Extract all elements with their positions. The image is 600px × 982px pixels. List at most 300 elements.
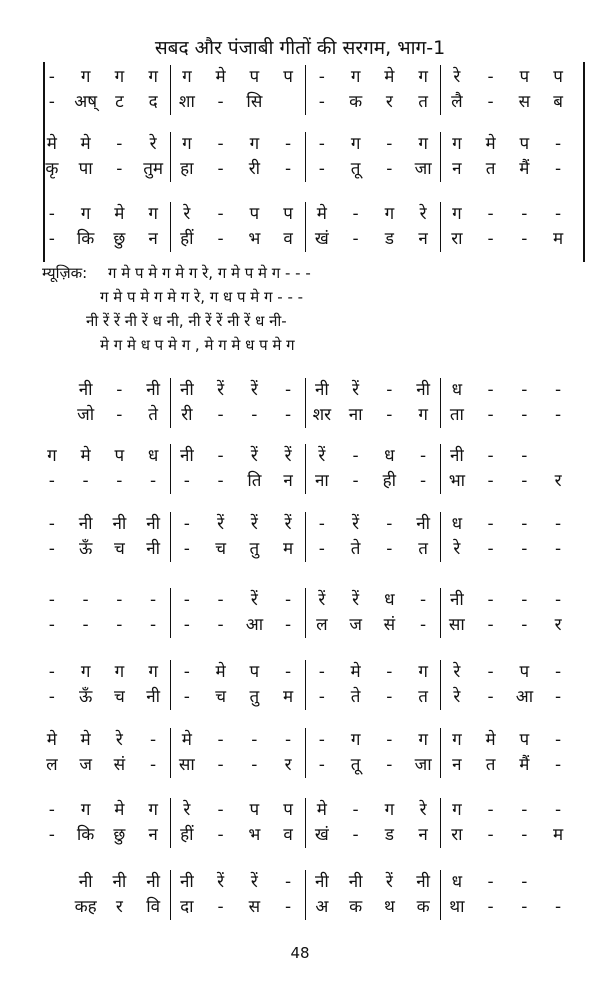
lyric-cell: - <box>318 687 325 707</box>
measure-divider <box>170 202 172 252</box>
note-cell: ध <box>451 514 463 534</box>
lyric-cell: - <box>352 229 359 249</box>
measure-divider <box>440 132 442 182</box>
lyric-cell: - <box>487 539 494 559</box>
lyric-cell: - <box>487 897 494 917</box>
note-cell: - <box>318 514 325 534</box>
lyric-cell: कृ <box>45 159 59 179</box>
lyric-cell: ते <box>350 539 361 559</box>
lyric-cell: रा <box>451 825 463 845</box>
lyric-cell: - <box>555 687 562 707</box>
lyric-cell: आ <box>245 615 264 635</box>
note-cell: - <box>150 590 157 610</box>
lyric-cell: पा <box>78 159 93 179</box>
note-cell: ध <box>384 590 395 610</box>
lyric-cell: त <box>418 92 428 112</box>
note-cell: रे <box>183 800 191 820</box>
lyric-cell: त <box>418 539 428 559</box>
note-cell: - <box>251 730 258 750</box>
measure-divider <box>305 132 307 182</box>
note-cell: - <box>150 730 157 750</box>
note-cell: रें <box>217 514 225 534</box>
lyric-cell: - <box>521 897 528 917</box>
lyric-cell: ना <box>314 471 329 491</box>
lyric-cell: र <box>115 897 123 917</box>
lyric-cell: ल <box>46 755 58 775</box>
note-cell: रें <box>352 380 360 400</box>
measure-divider <box>305 65 307 115</box>
lyric-cell: - <box>150 615 157 635</box>
lyric-cell: - <box>217 897 224 917</box>
lyric-cell: ड <box>384 229 394 249</box>
note-cell: - <box>285 134 292 154</box>
note-cell: - <box>487 380 494 400</box>
note-cell: - <box>318 134 325 154</box>
note-cell: रें <box>250 872 258 892</box>
measure-divider <box>170 444 172 494</box>
note-cell: - <box>116 590 123 610</box>
note-cell: - <box>217 134 224 154</box>
note-cell: ध <box>451 380 463 400</box>
measure-divider <box>170 870 172 920</box>
lyric-cell: - <box>217 159 224 179</box>
measure-divider <box>440 512 442 562</box>
lyric-cell: नी <box>146 687 161 707</box>
lyric-cell: क <box>416 897 430 917</box>
note-cell: प <box>283 800 293 820</box>
note-cell: रें <box>352 514 360 534</box>
measure-divider <box>305 202 307 252</box>
note-cell: ग <box>182 67 192 87</box>
note-cell: नी <box>416 872 431 892</box>
lyric-cell: - <box>521 229 528 249</box>
note-cell: - <box>521 800 528 820</box>
note-cell: - <box>487 872 494 892</box>
lyric-cell: ट <box>115 92 124 112</box>
lyric-cell: ज <box>79 755 92 775</box>
lyric-cell: ते <box>148 405 158 425</box>
note-cell: नी <box>112 514 127 534</box>
note-cell: मे <box>80 730 91 750</box>
note-cell: नी <box>146 380 161 400</box>
note-cell: ग <box>114 67 125 87</box>
note-cell: ग <box>452 134 462 154</box>
note-cell: मे <box>80 446 91 466</box>
lyric-cell: सा <box>448 615 465 635</box>
lyric-cell: - <box>318 539 325 559</box>
note-cell: रे <box>419 800 427 820</box>
note-cell: रे <box>183 204 191 224</box>
note-cell: नी <box>146 872 161 892</box>
note-cell: नी <box>314 380 329 400</box>
measure-divider <box>440 378 442 428</box>
note-cell: रे <box>453 662 461 682</box>
note-cell: - <box>183 662 190 682</box>
note-cell: - <box>217 800 224 820</box>
note-cell: प <box>283 204 293 224</box>
note-cell: नी <box>449 446 464 466</box>
lyric-cell: ब <box>553 92 563 112</box>
lyric-cell: - <box>555 405 562 425</box>
lyric-cell: जा <box>414 159 432 179</box>
note-cell: प <box>519 730 530 750</box>
note-cell: - <box>555 134 562 154</box>
note-cell: - <box>48 67 55 87</box>
lyric-cell: हीं <box>180 229 194 249</box>
lyric-cell: - <box>386 755 393 775</box>
lyric-cell: ल <box>316 615 328 635</box>
note-cell: - <box>217 446 224 466</box>
lyric-cell: न <box>148 229 158 249</box>
note-cell: प <box>249 662 260 682</box>
lyric-cell: म <box>553 229 564 249</box>
note-cell: - <box>521 380 528 400</box>
note-cell: - <box>285 662 292 682</box>
note-cell: - <box>183 514 190 534</box>
lyric-cell: भ <box>248 229 261 249</box>
measure-divider <box>43 62 45 262</box>
lyric-cell: शर <box>312 405 332 425</box>
note-cell: रें <box>250 380 258 400</box>
note-cell: ग <box>418 134 428 154</box>
note-cell: - <box>217 204 224 224</box>
lyric-cell: कि <box>76 825 95 845</box>
lyric-cell: ही <box>382 471 397 491</box>
lyric-cell: - <box>487 229 494 249</box>
note-cell: रे <box>149 134 157 154</box>
measure-divider <box>170 132 172 182</box>
note-cell: - <box>386 380 393 400</box>
note-cell: ग <box>418 67 428 87</box>
note-cell: नी <box>179 446 194 466</box>
lyric-cell: च <box>215 539 227 559</box>
lyric-cell: त <box>485 755 496 775</box>
lyric-cell: द <box>148 92 158 112</box>
note-cell: - <box>521 514 528 534</box>
lyric-cell: त <box>418 687 428 707</box>
lyric-cell: रे <box>453 539 461 559</box>
lyric-cell: - <box>217 229 224 249</box>
lyric-cell: सा <box>178 755 195 775</box>
note-cell: रें <box>284 514 292 534</box>
note-cell: ध <box>384 446 395 466</box>
lyric-cell: छु <box>113 229 126 249</box>
note-cell: रें <box>352 590 360 610</box>
note-cell: रें <box>250 590 258 610</box>
note-cell: प <box>519 662 530 682</box>
lyric-cell: मैं <box>519 755 530 775</box>
measure-divider <box>440 588 442 638</box>
lyric-cell: अ <box>315 897 329 917</box>
lyric-cell: - <box>183 687 190 707</box>
note-cell: - <box>487 67 494 87</box>
note-cell: नी <box>179 872 194 892</box>
lyric-cell: - <box>487 615 494 635</box>
note-cell: ध <box>147 446 159 466</box>
lyric-cell: तु <box>249 539 260 559</box>
note-cell: मे <box>215 67 226 87</box>
note-cell: - <box>521 204 528 224</box>
music-line-2: ग मे प मे ग मे ग रे, ग ध प मे ग - - - <box>100 288 304 306</box>
note-cell: - <box>116 134 123 154</box>
lyric-cell: ग <box>418 405 428 425</box>
lyric-cell: हा <box>180 159 194 179</box>
lyric-cell: - <box>285 615 292 635</box>
note-cell: प <box>249 800 260 820</box>
lyric-cell: - <box>82 471 89 491</box>
lyric-cell: ऊँ <box>78 687 93 707</box>
lyric-cell: - <box>150 755 157 775</box>
music-label: म्यूज़िक: <box>42 264 88 282</box>
note-cell: ग <box>452 800 462 820</box>
note-cell: - <box>555 800 562 820</box>
lyric-cell: - <box>48 615 55 635</box>
lyric-cell: कह <box>74 897 97 917</box>
measure-divider <box>170 660 172 710</box>
note-cell: - <box>555 590 562 610</box>
note-cell: ग <box>80 662 91 682</box>
note-cell: ग <box>80 800 91 820</box>
note-cell: - <box>285 872 292 892</box>
lyric-cell: थ <box>383 897 395 917</box>
lyric-cell: - <box>487 405 494 425</box>
note-cell: - <box>555 730 562 750</box>
note-cell: - <box>386 730 393 750</box>
note-cell: - <box>318 662 325 682</box>
note-cell: नी <box>78 872 93 892</box>
note-cell: नी <box>179 380 194 400</box>
lyric-cell: व <box>283 229 293 249</box>
lyric-cell: - <box>352 825 359 845</box>
note-cell: - <box>285 590 292 610</box>
note-cell: - <box>82 590 89 610</box>
lyric-cell: च <box>113 539 125 559</box>
lyric-cell: - <box>183 471 190 491</box>
measure-divider <box>170 65 172 115</box>
note-cell: ग <box>350 67 361 87</box>
measure-divider <box>305 798 307 848</box>
note-cell: मे <box>46 730 57 750</box>
note-cell: - <box>318 67 325 87</box>
note-cell: प <box>553 67 563 87</box>
note-cell: ग <box>418 662 428 682</box>
lyric-cell: ना <box>348 405 363 425</box>
note-cell: नी <box>146 514 161 534</box>
lyric-cell: खं <box>314 229 329 249</box>
lyric-cell: र <box>385 92 393 112</box>
note-cell: - <box>555 514 562 534</box>
note-cell: प <box>114 446 125 466</box>
lyric-cell: आ <box>515 687 534 707</box>
lyric-cell: न <box>418 229 428 249</box>
note-cell: रे <box>453 67 461 87</box>
lyric-cell: - <box>487 471 494 491</box>
music-line-1: ग मे प मे ग मे ग रे, ग मे प मे ग - - - <box>108 264 311 282</box>
lyric-cell: दा <box>180 897 194 917</box>
lyric-cell: च <box>215 687 227 707</box>
note-cell: - <box>183 590 190 610</box>
measure-divider <box>170 378 172 428</box>
note-cell: - <box>521 590 528 610</box>
measure-divider <box>305 378 307 428</box>
note-cell: - <box>217 730 224 750</box>
lyric-cell: न <box>418 825 428 845</box>
note-cell: - <box>318 730 325 750</box>
note-cell: प <box>249 67 260 87</box>
lyric-cell: रा <box>451 229 463 249</box>
page-title: सबद और पंजाबी गीतों की सरगम, भाग-1 <box>154 37 446 59</box>
measure-divider <box>305 512 307 562</box>
lyric-cell: र <box>554 615 562 635</box>
lyric-cell: - <box>487 687 494 707</box>
lyric-cell: ति <box>247 471 262 491</box>
lyric-cell: था <box>449 897 465 917</box>
note-cell: मे <box>316 800 327 820</box>
measure-divider <box>440 444 442 494</box>
lyric-cell: व <box>283 825 293 845</box>
note-cell: प <box>519 67 530 87</box>
lyric-cell: - <box>318 159 325 179</box>
lyric-cell: वि <box>146 897 161 917</box>
note-cell: ग <box>80 204 91 224</box>
page-number: 48 <box>290 944 310 962</box>
note-cell: रे <box>419 204 427 224</box>
lyric-cell: - <box>555 539 562 559</box>
lyric-cell: भ <box>248 825 261 845</box>
lyric-cell: ज <box>349 615 362 635</box>
lyric-cell: अष् <box>74 92 98 112</box>
measure-divider <box>305 444 307 494</box>
note-cell: - <box>487 446 494 466</box>
lyric-cell: - <box>217 405 224 425</box>
note-cell: - <box>352 204 359 224</box>
lyric-cell: तु <box>249 687 260 707</box>
lyric-cell: ते <box>350 687 361 707</box>
note-cell: प <box>519 134 530 154</box>
note-cell: नी <box>112 872 127 892</box>
lyric-cell: - <box>318 755 325 775</box>
music-line-3: नी रें रें नी रें ध नी, नी रें रें नी रें ध नी- <box>86 312 287 330</box>
note-cell: ग <box>452 204 462 224</box>
lyric-cell: - <box>217 615 224 635</box>
lyric-cell: - <box>386 405 393 425</box>
lyric-cell: सि <box>246 92 263 112</box>
lyric-cell: छु <box>113 825 126 845</box>
note-cell: - <box>487 590 494 610</box>
lyric-cell: - <box>217 825 224 845</box>
lyric-cell: - <box>555 897 562 917</box>
lyric-cell: - <box>48 539 55 559</box>
note-cell: मे <box>80 134 91 154</box>
note-cell: नी <box>78 380 93 400</box>
measure-divider <box>170 512 172 562</box>
note-cell: ग <box>350 134 361 154</box>
note-cell: रें <box>385 872 393 892</box>
lyric-cell: री <box>248 159 261 179</box>
note-cell: - <box>48 514 55 534</box>
measure-divider <box>440 660 442 710</box>
lyric-cell: - <box>521 825 528 845</box>
note-cell: मे <box>46 134 57 154</box>
note-cell: प <box>283 67 293 87</box>
lyric-cell: स <box>248 897 261 917</box>
lyric-cell: - <box>116 405 123 425</box>
lyric-cell: - <box>217 755 224 775</box>
lyric-cell: ऊँ <box>78 539 93 559</box>
note-cell: - <box>217 590 224 610</box>
lyric-cell: - <box>555 159 562 179</box>
lyric-cell: त <box>485 159 496 179</box>
note-cell: ध <box>451 872 463 892</box>
note-cell: - <box>48 590 55 610</box>
lyric-cell: स <box>518 92 531 112</box>
note-cell: - <box>48 204 55 224</box>
lyric-cell: ड <box>384 825 394 845</box>
note-cell: ग <box>47 446 57 466</box>
note-cell: - <box>555 204 562 224</box>
note-cell: ग <box>418 730 428 750</box>
lyric-cell: - <box>285 405 292 425</box>
lyric-cell: - <box>48 229 55 249</box>
note-cell: ग <box>384 204 395 224</box>
note-cell: ग <box>350 730 361 750</box>
note-cell: - <box>116 380 123 400</box>
note-cell: ग <box>148 662 158 682</box>
note-cell: मे <box>485 134 496 154</box>
note-cell: नी <box>348 872 363 892</box>
lyric-cell: कि <box>76 229 95 249</box>
lyric-cell: - <box>521 471 528 491</box>
lyric-cell: च <box>113 687 125 707</box>
lyric-cell: नी <box>146 539 161 559</box>
lyric-cell: क <box>349 92 363 112</box>
lyric-cell: - <box>48 471 55 491</box>
measure-divider <box>440 798 442 848</box>
note-cell: नी <box>449 590 464 610</box>
lyric-cell: - <box>318 92 325 112</box>
lyric-cell: - <box>521 615 528 635</box>
music-line-4: मे ग मे ध प मे ग , मे ग मे ध प मे ग <box>100 336 295 354</box>
note-cell: - <box>285 730 292 750</box>
lyric-cell: - <box>521 405 528 425</box>
lyric-cell: र <box>554 471 562 491</box>
lyric-cell: - <box>555 755 562 775</box>
note-cell: - <box>555 662 562 682</box>
lyric-cell: - <box>251 755 258 775</box>
note-cell: ग <box>80 67 91 87</box>
note-cell: मे <box>384 67 395 87</box>
note-cell: ग <box>148 67 158 87</box>
note-cell: - <box>420 446 427 466</box>
note-cell: - <box>487 662 494 682</box>
lyric-cell: तू <box>350 755 361 775</box>
lyric-cell: - <box>285 159 292 179</box>
lyric-cell: - <box>116 471 123 491</box>
note-cell: - <box>48 800 55 820</box>
note-cell: ग <box>148 204 158 224</box>
note-cell: नी <box>416 380 431 400</box>
note-cell: ग <box>384 800 395 820</box>
note-cell: मे <box>114 204 125 224</box>
lyric-cell: सं <box>383 615 396 635</box>
note-cell: ग <box>182 134 192 154</box>
note-cell: नी <box>416 514 431 534</box>
lyric-cell: - <box>116 615 123 635</box>
measure-divider <box>440 202 442 252</box>
lyric-cell: तू <box>350 159 361 179</box>
lyric-cell: न <box>148 825 158 845</box>
lyric-cell: न <box>283 471 293 491</box>
